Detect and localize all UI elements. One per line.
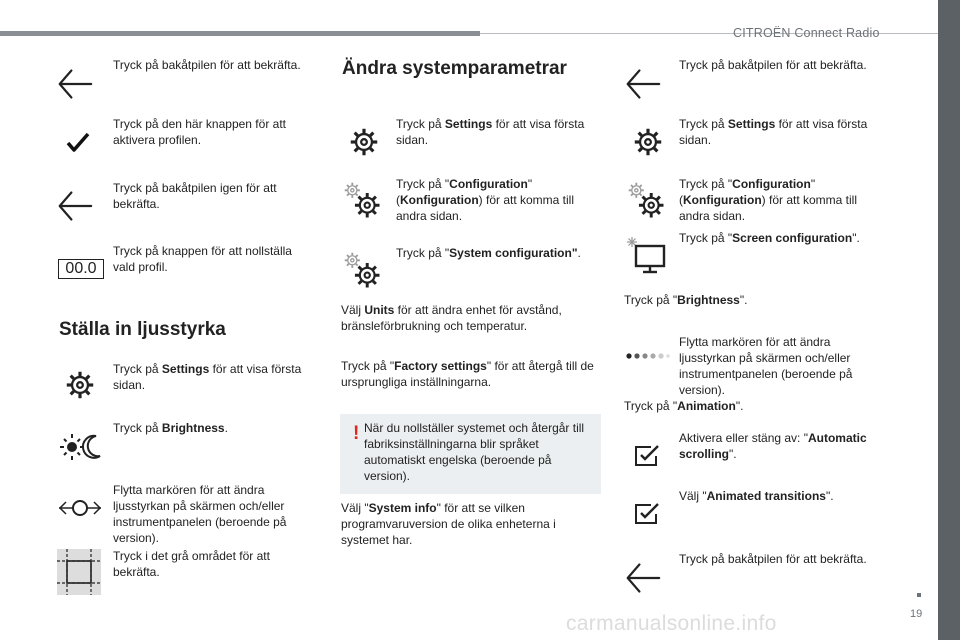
col3-step2: Tryck på Settings för att visa första sidan. bbox=[679, 117, 868, 147]
col1-step1: Tryck på bakåtpilen för att bekräfta. bbox=[113, 58, 301, 72]
page-number: 19 bbox=[910, 608, 923, 620]
col3-step4: Tryck på "Screen configuration". bbox=[679, 231, 860, 245]
col1-brightness-step3: Flytta markören för att ändra ljusstyrkan på skärmen och/eller instrumentpanelen (beroende på version). bbox=[113, 483, 287, 545]
gray-area-icon bbox=[57, 549, 101, 595]
col3-slider-text: Flytta markören för att ändra ljusstyrkan på skärmen och/eller instrumentpanelen (beroende på version). bbox=[679, 335, 853, 397]
checkbox-icon bbox=[634, 503, 660, 525]
col3-animation-text: Tryck på "Animation". bbox=[624, 399, 744, 413]
col1-step4: Tryck på knappen för att nollställa vald profil. bbox=[113, 244, 292, 274]
col3-autoscroll-text: Aktivera eller stäng av: "Automatic scrolling". bbox=[679, 431, 867, 461]
slider-icon bbox=[57, 497, 103, 519]
back-arrow-icon bbox=[57, 188, 93, 224]
col2-factory-text: Tryck på "Factory settings" för att återgå till de ursprungliga inställningarna. bbox=[341, 359, 594, 389]
col2-step1: Tryck på Settings för att visa första sidan. bbox=[396, 117, 585, 147]
warning-note-text: När du nollställer systemet och återgår till fabriksinställningarna blir språket automatiskt engelska (beroende på version). bbox=[364, 421, 585, 483]
col1-step3: Tryck på bakåtpilen igen för att bekräfta. bbox=[113, 181, 277, 211]
col2-units-text: Välj Units för att ändra enhet för avstånd, bränsleförbrukning och temperatur. bbox=[341, 303, 562, 333]
watermark: carmanualsonline.info bbox=[566, 612, 777, 635]
brand-title: CITROËN Connect Radio bbox=[733, 26, 880, 40]
col2-step2: Tryck på "Configuration" (Konfiguration) för att komma till andra sidan. bbox=[396, 177, 575, 223]
brightness-icon bbox=[60, 432, 102, 462]
col1-brightness-step4: Tryck i det grå området för att bekräfta. bbox=[113, 549, 270, 579]
col3-step10: Tryck på bakåtpilen för att bekräfta. bbox=[679, 552, 867, 566]
warning-icon: ! bbox=[353, 423, 360, 444]
back-arrow-icon bbox=[625, 66, 661, 102]
col3-transitions-text: Välj "Animated transitions". bbox=[679, 489, 834, 503]
sidebar-strip bbox=[938, 0, 960, 640]
col3-step3: Tryck på "Configuration" (Konfiguration) för att komma till andra sidan. bbox=[679, 177, 858, 223]
configuration-icon bbox=[342, 180, 382, 220]
settings-gear-icon bbox=[65, 370, 95, 400]
col3-brightness-text: Tryck på "Brightness". bbox=[624, 293, 748, 307]
configuration-icon bbox=[626, 180, 666, 220]
screen-configuration-icon bbox=[626, 236, 668, 274]
brightness-level-icon bbox=[626, 350, 670, 362]
checkmark-icon bbox=[66, 132, 90, 152]
checkbox-icon bbox=[634, 445, 660, 467]
col3-step1: Tryck på bakåtpilen för att bekräfta. bbox=[679, 58, 867, 72]
col1-brightness-step1: Tryck på Settings för att visa första sidan. bbox=[113, 362, 302, 392]
back-arrow-icon bbox=[57, 66, 93, 102]
reset-profile-icon: 00.0 bbox=[58, 259, 104, 279]
settings-gear-icon bbox=[349, 127, 379, 157]
page-dot bbox=[917, 593, 921, 597]
col1-step2: Tryck på den här knappen för att aktivera profilen. bbox=[113, 117, 286, 147]
col2-sysinfo-text: Välj "System info" för att se vilken programvaruversion de olika enheterna i systemet har. bbox=[341, 501, 556, 547]
settings-gear-icon bbox=[633, 127, 663, 157]
back-arrow-icon bbox=[625, 560, 661, 596]
section-heading-system: Ändra systemparametrar bbox=[342, 58, 567, 79]
col2-step3: Tryck på "System configuration". bbox=[396, 246, 581, 260]
header-bar bbox=[0, 31, 480, 36]
section-heading-brightness: Ställa in ljusstyrka bbox=[59, 319, 226, 340]
system-configuration-icon bbox=[342, 250, 382, 290]
col1-brightness-step2: Tryck på Brightness. bbox=[113, 421, 228, 435]
